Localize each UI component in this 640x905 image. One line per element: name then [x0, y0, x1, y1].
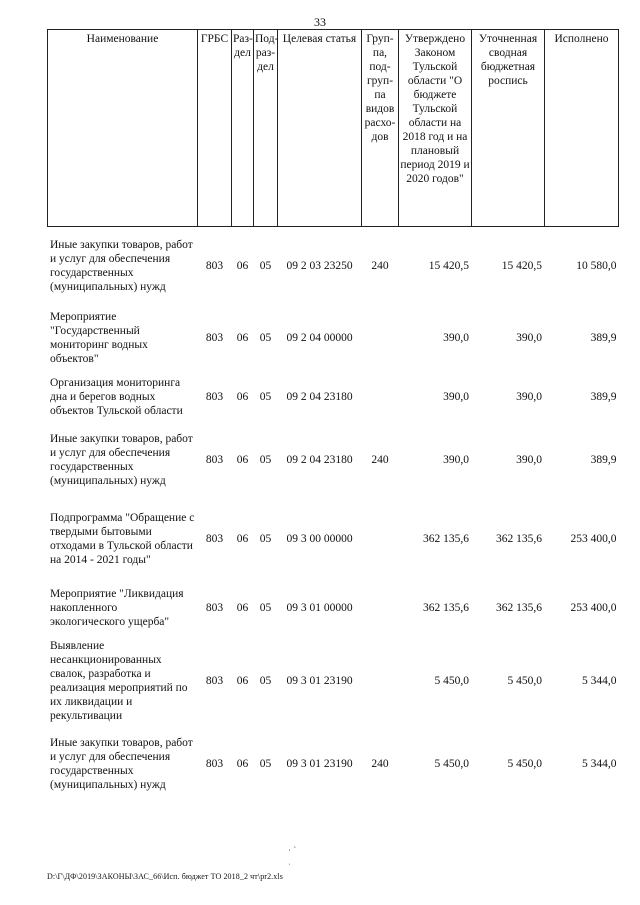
- row-name: Подпрограмма "Обращение с твердыми бытовыми отходами в Тульской области на 2014 - 2021 годы": [50, 511, 195, 566]
- row-section: 06: [236, 259, 249, 272]
- footer-file-path: D:\Г\ДФ\2019\ЗАКОНЫ\ЗАС_66\Исп. бюджет ТО 2018_2 чт\pr2.xls: [47, 872, 283, 881]
- table-row: [48, 726, 619, 802]
- header-row: [48, 30, 619, 227]
- row-grbs: 803: [205, 332, 224, 344]
- row-group: [362, 305, 399, 372]
- row-group: [362, 372, 399, 422]
- row-executed: 253 400,0: [570, 601, 617, 614]
- header-section: Раз-дел: [232, 30, 254, 227]
- row-refined: 390,0: [516, 332, 542, 344]
- row-target: 09 3 01 23190: [286, 757, 353, 770]
- row-target: 09 3 01 00000: [286, 601, 353, 614]
- row-name: Мероприятие "Ликвидация накопленного экологического ущерба": [50, 587, 184, 628]
- table-row: [48, 422, 619, 498]
- row-name: Иные закупки товаров, работ и услуг для обеспечения государственных (муниципальных) нужд: [50, 238, 193, 293]
- row-subsection: 05: [259, 390, 272, 403]
- row-section: 06: [236, 453, 249, 466]
- row-subsection: 05: [259, 757, 272, 770]
- row-section: 06: [236, 757, 249, 770]
- header-subsection: Под-раз-дел: [254, 30, 278, 227]
- header-grbs: ГРБС: [198, 30, 232, 227]
- row-name: Иные закупки товаров, работ и услуг для обеспечения государственных (муниципальных) нужд: [50, 736, 193, 791]
- row-approved: 362 135,6: [423, 601, 469, 614]
- row-grbs: 803: [205, 674, 224, 687]
- row-name: Организация мониторинга дна и берегов водных объектов Тульской области: [50, 376, 183, 417]
- header-name: Наименование: [48, 30, 198, 227]
- row-grbs: 803: [205, 453, 224, 466]
- row-target: 09 2 04 23180: [286, 453, 353, 466]
- row-subsection: 05: [259, 453, 272, 466]
- row-group: [362, 580, 399, 636]
- row-target: 09 2 03 23250: [286, 259, 353, 272]
- row-executed: 5 344,0: [582, 757, 617, 770]
- row-section: 06: [236, 532, 249, 545]
- row-grbs: 803: [205, 259, 224, 272]
- scan-marks: · ˋ ˌ: [288, 845, 297, 865]
- row-group: [362, 636, 399, 726]
- table-row: [48, 580, 619, 636]
- row-group: 240: [371, 757, 389, 770]
- row-subsection: 05: [259, 532, 272, 545]
- row-grbs: 803: [205, 532, 224, 545]
- row-section: 06: [236, 332, 249, 344]
- row-refined: 5 450,0: [507, 757, 542, 770]
- row-section: 06: [236, 390, 249, 403]
- row-refined: 5 450,0: [507, 674, 542, 687]
- row-group: 240: [371, 259, 389, 272]
- table-row: [48, 498, 619, 580]
- row-section: 06: [236, 674, 249, 687]
- header-group: Груп-па, под-груп-па видов расхо-дов: [362, 30, 399, 227]
- row-approved: 390,0: [443, 390, 469, 403]
- row-name: Иные закупки товаров, работ и услуг для обеспечения государственных (муниципальных) нужд: [50, 432, 193, 487]
- header-approved: Утверждено Законом Тульской области "О бюджете Тульской области на 2018 год и на плановый период 2019 и 2020 годов": [399, 30, 472, 227]
- row-name: Выявление несанкционированных свалок, разработка и реализация мероприятий по их ликвидации и рекультивации: [50, 639, 188, 722]
- row-subsection: 05: [259, 332, 272, 344]
- row-executed: 5 344,0: [582, 674, 617, 687]
- table-row: [48, 372, 619, 422]
- row-executed: 10 580,0: [576, 259, 617, 272]
- row-refined: 15 420,5: [501, 259, 542, 272]
- header-target: Целевая статья: [278, 30, 362, 227]
- row-refined: 362 135,6: [496, 532, 542, 545]
- row-grbs: 803: [205, 601, 224, 614]
- row-refined: 390,0: [516, 453, 542, 466]
- row-approved: 5 450,0: [434, 757, 469, 770]
- page-number: 33: [314, 15, 326, 29]
- row-refined: 362 135,6: [496, 601, 542, 614]
- row-target: 09 3 01 23190: [286, 674, 353, 687]
- row-target: 09 2 04 00000: [286, 332, 353, 344]
- row-approved: 5 450,0: [434, 674, 469, 687]
- table-row: [48, 636, 619, 726]
- row-section: 06: [236, 601, 249, 614]
- row-executed: 389,9: [590, 390, 617, 403]
- row-approved: 390,0: [443, 332, 469, 344]
- row-approved: 390,0: [443, 453, 469, 466]
- row-executed: 389,9: [590, 453, 617, 466]
- row-refined: 390,0: [516, 390, 542, 403]
- row-target: 09 2 04 23180: [286, 390, 353, 403]
- row-grbs: 803: [205, 390, 224, 403]
- row-executed: 253 400,0: [570, 532, 617, 545]
- row-executed: 389,9: [590, 332, 617, 344]
- row-subsection: 05: [259, 674, 272, 687]
- budget-table: [47, 29, 619, 802]
- table-row: [48, 227, 619, 305]
- row-subsection: 05: [259, 259, 272, 272]
- table-row: [48, 305, 619, 372]
- row-group: [362, 498, 399, 580]
- header-refined: Уточненная сводная бюджетная роспись: [472, 30, 545, 227]
- row-grbs: 803: [205, 757, 224, 770]
- row-target: 09 3 00 00000: [286, 532, 353, 545]
- row-group: 240: [371, 453, 389, 466]
- row-name: Мероприятие "Государственный мониторинг водных объектов": [50, 311, 148, 365]
- row-approved: 362 135,6: [423, 532, 469, 545]
- header-executed: Исполнено: [545, 30, 619, 227]
- row-subsection: 05: [259, 601, 272, 614]
- row-approved: 15 420,5: [428, 259, 469, 272]
